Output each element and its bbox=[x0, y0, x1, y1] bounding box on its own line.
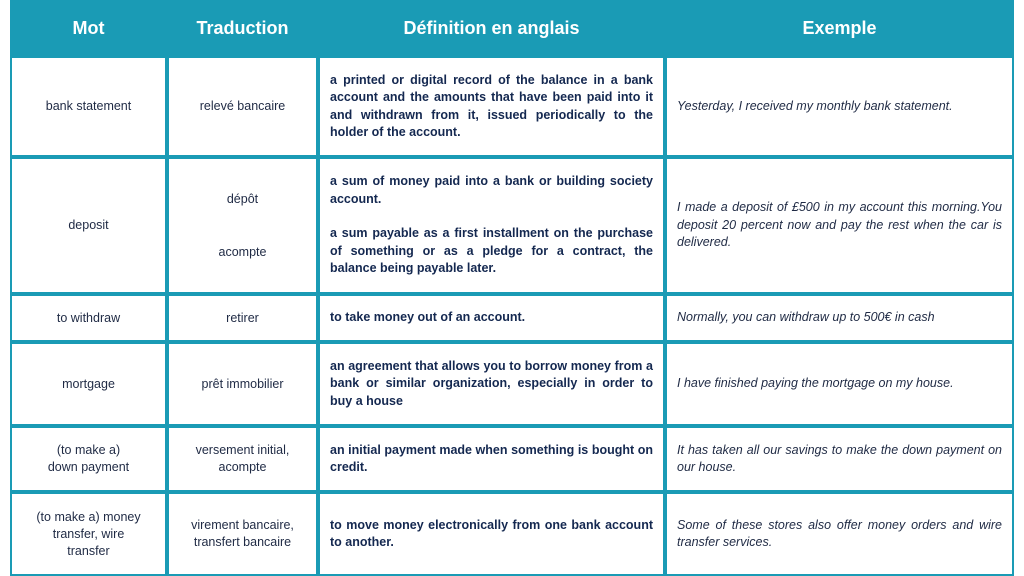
header-exemple: Exemple bbox=[665, 0, 1014, 56]
table-row-example: I made a deposit of £500 in my account this morning.You deposit 20 percent now and pay the rest when the car is delivered. bbox=[665, 157, 1014, 294]
table-row-translation: virement bancaire, transfert bancaire bbox=[167, 492, 318, 576]
table-row-word: (to make a) down payment bbox=[10, 426, 167, 492]
header-definition: Définition en anglais bbox=[318, 0, 665, 56]
table-row-translation: dépôt acompte bbox=[167, 157, 318, 294]
table-row-translation: relevé bancaire bbox=[167, 56, 318, 157]
table-row-translation: versement initial, acompte bbox=[167, 426, 318, 492]
table-row-definition: to take money out of an account. bbox=[318, 294, 665, 342]
table-row-word: deposit bbox=[10, 157, 167, 294]
table-row-definition: a printed or digital record of the balance in a bank account and the amounts that have been paid into it and withdrawn from it, issued periodically to the holder of the account. bbox=[318, 56, 665, 157]
table-row-example: Normally, you can withdraw up to 500€ in cash bbox=[665, 294, 1014, 342]
table-row-translation: retirer bbox=[167, 294, 318, 342]
table-row-definition: to move money electronically from one bank account to another. bbox=[318, 492, 665, 576]
table-row-definition: a sum of money paid into a bank or building society account. a sum payable as a first installment on the purchase of something or as a pledge for a contract, the balance being payable later. bbox=[318, 157, 665, 294]
table-row-word: bank statement bbox=[10, 56, 167, 157]
header-traduction: Traduction bbox=[167, 0, 318, 56]
table-row-example: Some of these stores also offer money orders and wire transfer services. bbox=[665, 492, 1014, 576]
table-row-example: I have finished paying the mortgage on my house. bbox=[665, 342, 1014, 426]
table-row-definition: an agreement that allows you to borrow money from a bank or similar organization, especially in order to buy a house bbox=[318, 342, 665, 426]
table-row-definition: an initial payment made when something is bought on credit. bbox=[318, 426, 665, 492]
table-row-word: mortgage bbox=[10, 342, 167, 426]
header-mot: Mot bbox=[10, 0, 167, 56]
table-row-example: It has taken all our savings to make the down payment on our house. bbox=[665, 426, 1014, 492]
table-row-word: (to make a) money transfer, wire transfer bbox=[10, 492, 167, 576]
table-row-word: to withdraw bbox=[10, 294, 167, 342]
table-row-example: Yesterday, I received my monthly bank statement. bbox=[665, 56, 1014, 157]
table-row-translation: prêt immobilier bbox=[167, 342, 318, 426]
